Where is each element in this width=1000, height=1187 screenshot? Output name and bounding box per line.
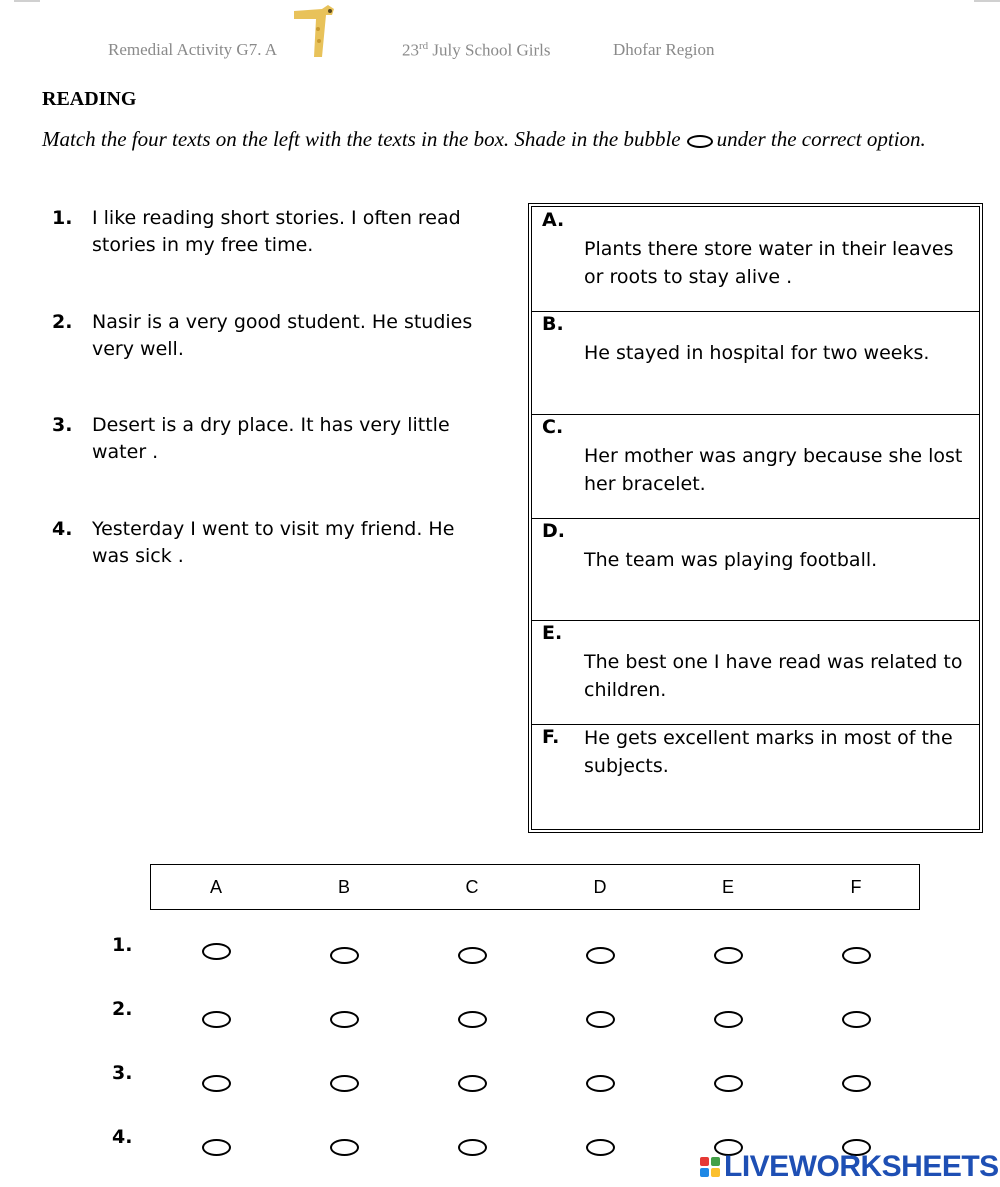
answer-bubble-2-d[interactable]: [586, 1011, 615, 1028]
answer-bubble-2-f[interactable]: [842, 1011, 871, 1028]
grid-row-label: 3.: [112, 1062, 133, 1084]
answer-bubble-4-a[interactable]: [202, 1139, 231, 1156]
section-title: READING: [42, 88, 137, 110]
page-corner-mark: [14, 0, 40, 2]
answer-bubble-2-b[interactable]: [330, 1011, 359, 1028]
option-f: [532, 724, 979, 829]
grid-column-label: A: [209, 877, 222, 897]
answer-bubble-2-c[interactable]: [458, 1011, 487, 1028]
option-text: The best one I have read was related to children.: [584, 651, 963, 701]
left-item-1: [52, 205, 492, 259]
answer-bubble-1-e[interactable]: [714, 947, 743, 964]
option-letter: A.: [542, 209, 565, 231]
answer-bubble-4-c[interactable]: [458, 1139, 487, 1156]
answer-bubble-3-f[interactable]: [842, 1075, 871, 1092]
option-letter: B.: [542, 313, 564, 335]
grid-row-label: 4.: [112, 1126, 133, 1148]
answer-bubble-3-a[interactable]: [202, 1075, 231, 1092]
answer-bubble-3-d[interactable]: [586, 1075, 615, 1092]
left-item-number: 1.: [52, 207, 73, 229]
left-item-number: 4.: [52, 518, 73, 540]
page-corner-mark: [974, 0, 1000, 2]
option-text: He stayed in hospital for two weeks.: [584, 342, 930, 364]
option-letter: C.: [542, 416, 564, 438]
grid-column-label: F: [850, 877, 862, 897]
header-activity: Remedial Activity G7. A: [108, 40, 278, 59]
option-b: [532, 311, 979, 415]
answer-bubble-1-a[interactable]: [202, 943, 231, 960]
header-school-sup: rd: [419, 40, 429, 52]
grid-column-label: B: [337, 877, 350, 897]
option-text: He gets excellent marks in most of the subjects.: [584, 727, 953, 777]
liveworksheets-logo: [700, 1150, 999, 1184]
left-item-text: Yesterday I went to visit my friend. He was sick .: [92, 518, 455, 567]
grid-column-label: C: [465, 877, 479, 897]
bubble-icon: [687, 135, 713, 148]
answer-bubble-4-d[interactable]: [586, 1139, 615, 1156]
option-text: Her mother was angry because she lost her bracelet.: [584, 445, 963, 495]
option-c: [532, 414, 979, 519]
answer-bubble-3-c[interactable]: [458, 1075, 487, 1092]
answer-bubble-2-e[interactable]: [714, 1011, 743, 1028]
left-item-4: [52, 516, 492, 570]
logo-tiles-icon: [700, 1157, 720, 1177]
giraffe-logo-icon: [292, 3, 336, 59]
option-letter: F.: [542, 726, 560, 748]
header-region: Dhofar Region: [613, 40, 715, 59]
option-d: [532, 518, 979, 621]
header-school-day: 23: [402, 40, 419, 60]
left-item-number: 2.: [52, 311, 73, 333]
left-item-text: I like reading short stories. I often read stories in my free time.: [92, 207, 461, 256]
answer-bubble-1-d[interactable]: [586, 947, 615, 964]
answer-bubble-2-a[interactable]: [202, 1011, 231, 1028]
grid-column-label: E: [721, 877, 734, 897]
option-text: Plants there store water in their leaves or roots to stay alive .: [584, 238, 954, 288]
options-box: [528, 203, 983, 833]
option-letter: E.: [542, 622, 563, 644]
option-e: [532, 620, 979, 725]
logo-text: LIVEWORKSHEETS: [724, 1150, 999, 1183]
left-item-3: [52, 412, 492, 466]
answer-bubble-3-b[interactable]: [330, 1075, 359, 1092]
answer-bubble-1-f[interactable]: [842, 947, 871, 964]
answer-bubble-1-c[interactable]: [458, 947, 487, 964]
instruction: [42, 125, 977, 154]
left-item-2: [52, 309, 492, 363]
header-school: [402, 40, 550, 61]
grid-row-label: 1.: [112, 934, 133, 956]
grid-column-label: D: [593, 877, 607, 897]
left-item-text: Nasir is a very good student. He studies very well.: [92, 311, 473, 360]
grid-row-label: 2.: [112, 998, 133, 1020]
left-item-number: 3.: [52, 414, 73, 436]
header-school-rest: July School Girls: [428, 40, 551, 60]
answer-bubble-3-e[interactable]: [714, 1075, 743, 1092]
option-a: [532, 207, 979, 312]
answer-bubble-1-b[interactable]: [330, 947, 359, 964]
option-text: The team was playing football.: [584, 549, 878, 571]
instruction-after: under the correct option.: [716, 127, 926, 151]
option-letter: D.: [542, 520, 565, 542]
answer-bubble-4-b[interactable]: [330, 1139, 359, 1156]
left-item-text: Desert is a dry place. It has very little water .: [92, 414, 450, 463]
answer-grid-header: [150, 864, 920, 910]
instruction-before: Match the four texts on the left with the texts in the box. Shade in the bubble: [42, 127, 681, 151]
